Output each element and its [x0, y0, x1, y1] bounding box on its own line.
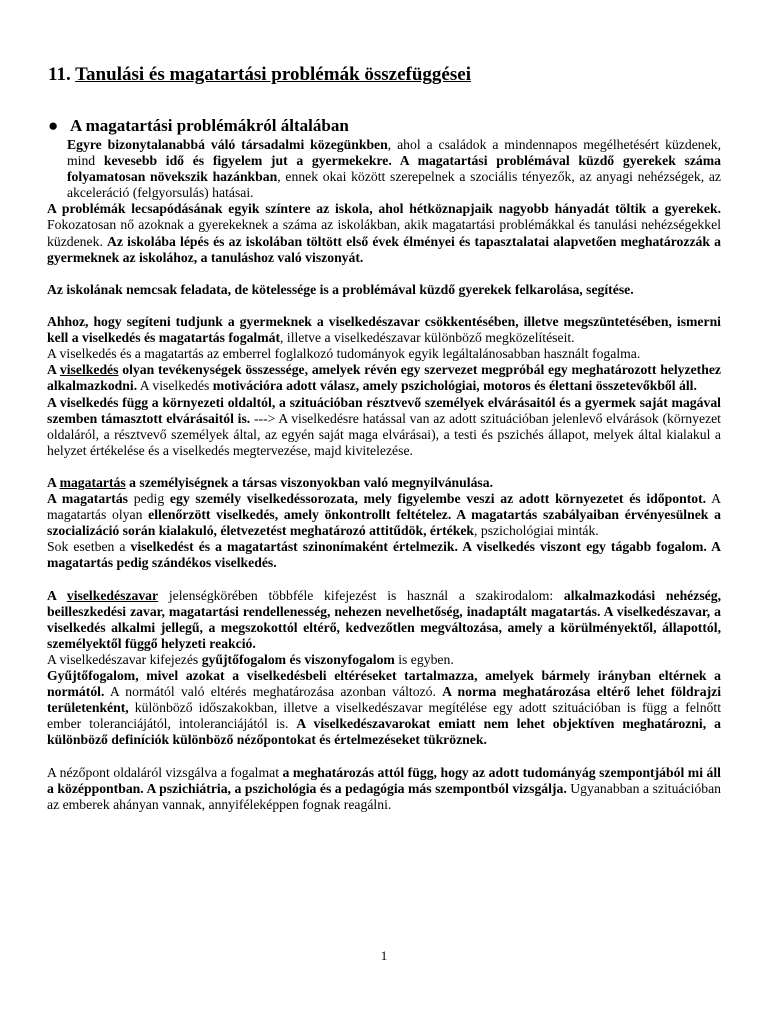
- text: Sok esetben a: [47, 539, 131, 555]
- bold-text: Az iskolának nemcsak feladata, de kötelessége is a problémával küzdő gyerekek felkarolása, segítése.: [47, 281, 634, 297]
- bold-text: A: [47, 474, 60, 490]
- text: , ennek okai között szerepelnek a szociális tényezők, az anyagi nehézségek, az akceleráció (felgyorsulás) hatásai.: [67, 169, 722, 201]
- term-magatartas: magatartás: [59, 474, 126, 490]
- text: ---> A viselkedésre hatással van az adott szituációban jelenlevő elvárások (környezet oldaláról, a résztvevő személyek által, az egyén saját maga elvárásai), a testi és pszichés állapot, melyek által kialakul a helyzet értékelése és a viselkedés megtervezése, majd kivitelezése.: [47, 410, 721, 458]
- paragraph-13: [47, 668, 721, 748]
- paragraph-10: [47, 539, 721, 571]
- bold-text: olyan tevékenységek összessége, amelyek révén egy szervezet megpróbál egy meghatározott helyzethez alkalmazkodni.: [47, 362, 721, 394]
- bold-text: A problémák lecsapódásának egyik színtere az iskola, ahol hétköznapjaik nagyobb hányadát töltik a gyerekek.: [47, 201, 721, 217]
- paragraph-6: [47, 362, 721, 394]
- text: Ugyanabban a szituációban az emberek ahányan vannak, annyiféleképpen fognak reagálni.: [47, 780, 721, 812]
- bold-text: egy személy viselkedéssorozata, mely figyelembe veszi az adott környezetet és időpontot.: [169, 491, 707, 507]
- text: is egyben.: [394, 652, 454, 667]
- section-heading: [48, 116, 349, 136]
- paragraph-1: [47, 137, 721, 201]
- bold-text: Egyre bizonytalanabbá váló társadalmi közegünkben: [67, 137, 388, 152]
- bold-text: A viselkedészavarokat emiatt nem lehet objektíven meghatározni, a különböző definíciók különböző nézőpontokat és értelmezéseket tükröznek.: [47, 716, 721, 748]
- bold-text: Ahhoz, hogy segíteni tudjunk a gyermeknek a viselkedészavar csökkentésében, illetve megszüntetésében, ismerni kell a viselkedés és magatartás fogalmát: [47, 314, 721, 346]
- text: A viselkedés: [137, 378, 213, 394]
- bold-text: a meghatározás attól függ, hogy az adott tudományág szempontjából mi áll a középpontban. A pszichiátria, a pszichológia és a pedagógia más szempontból vizsgálja.: [47, 764, 721, 796]
- bold-text: A: [47, 587, 67, 603]
- paragraph-14: [47, 765, 721, 813]
- text: A viselkedés és a magatartás az emberrel foglalkozó tudományok egyik legáltalánosabban használt fogalma.: [47, 346, 641, 362]
- title-text: Tanulási és magatartási problémák összefüggései: [75, 64, 471, 85]
- bold-text: ellenőrzött viselkedés, amely önkontrollt feltételez. A magatartás szabályaiban érvényesülnek a szocializáció során kialakuló, életvezetést meghatározó attitűdök, értékek: [47, 507, 721, 539]
- text: Fokozatosan nő azoknak a gyerekeknek a száma az iskolákban, akik magatartási problémákkal és tanulási nehézségekkel küzdenek.: [47, 217, 721, 249]
- bold-text: A viselkedés függ a környezeti oldaltól, a szituációban résztvevő személyek elvárásaitól és a gyermek saját magával szemben támasztott elvárásaitól is.: [47, 394, 721, 426]
- section-heading-text: A magatartási problémákról általában: [70, 116, 349, 135]
- bold-text: Az iskolába lépés és az iskolában töltött első évek élményei és tapasztalatai alapvetően meghatározzák a gyermeknek az iskolához, a tanuláshoz való viszonyát.: [47, 233, 721, 265]
- text: jelenségkörében többféle kifejezést is használ a szakirodalom:: [158, 587, 564, 603]
- text: különböző időszakokban, illetve a viselkedészavar megítélése egy adott szituációban is függ a felnőtt ember toleranciájától, intoleranciájától is.: [47, 700, 721, 732]
- term-viselkedeszavar: viselkedészavar: [66, 587, 159, 603]
- paragraph-2: [47, 201, 721, 265]
- document-title: [48, 64, 471, 86]
- bold-text: Gyűjtőfogalom, mivel azokat a viselkedésbeli eltéréseket tartalmazza, amelyek bármely irányban eltérnek a normától.: [47, 668, 721, 700]
- paragraph-4: [47, 314, 721, 346]
- text: A viselkedészavar kifejezés: [47, 652, 202, 667]
- bold-text: viselkedést és a magatartást szinonímaként értelmezik. A viselkedés viszont egy tágabb fogalom. A magatartás pedig szándékos viselkedés.: [47, 539, 721, 571]
- page-number: 1: [380, 948, 388, 963]
- bold-text: gyűjtőfogalom és viszonyfogalom: [201, 652, 395, 667]
- bold-text: A magatartás: [47, 491, 129, 507]
- text: , pszichológiai minták.: [474, 523, 599, 539]
- title-number: 11.: [48, 64, 71, 85]
- bullet-icon: ●: [48, 116, 59, 135]
- text: , illetve a viselkedészavar különböző megközelítéseit.: [280, 330, 575, 346]
- bold-text: alkalmazkodási nehézség, beilleszkedési zavar, magatartási rendellenesség, nehezen nevelhetőség, inadaptált magatartás. A viselkedészavar, a viselkedés alkalmi jellegű, a megszokottól eltérő, kedvezőtlen megváltozása, amely a körülményektől, állapottól, személyektől függő helyzeti reakció.: [47, 587, 721, 651]
- text: A normától való eltérés meghatározása azonban változó.: [104, 684, 443, 700]
- paragraph-3: [47, 282, 721, 298]
- bold-text: motivációra adott válasz, amely pszichológiai, motoros és élettani összetevőkből áll.: [212, 378, 697, 394]
- paragraph-5: [47, 346, 721, 362]
- text: pedig: [128, 491, 170, 507]
- text: A magatartás olyan: [47, 491, 721, 523]
- bold-text: a személyiségnek a társas viszonyokban való megnyilvánulása.: [125, 474, 494, 490]
- paragraph-8: [47, 475, 721, 491]
- bold-text: A norma meghatározása eltérő lehet földrajzi területenként,: [47, 684, 722, 716]
- bold-text: kevesebb idő és figyelem jut a gyermekekre. A magatartási problémával küzdő gyerekek száma folyamatosan növekszik hazánkban: [67, 153, 721, 185]
- paragraph-11: [47, 588, 721, 652]
- paragraph-9: [47, 491, 721, 539]
- document-body: [47, 137, 721, 813]
- paragraph-7: [47, 395, 721, 459]
- text: , ahol a családok a mindennapos megélhetésért küzdenek, mind: [67, 137, 721, 169]
- paragraph-12: [47, 652, 721, 668]
- bold-text: A: [47, 362, 60, 378]
- text: A nézőpont oldaláról vizsgálva a fogalmat: [47, 764, 283, 780]
- term-viselkedes: viselkedés: [59, 362, 119, 378]
